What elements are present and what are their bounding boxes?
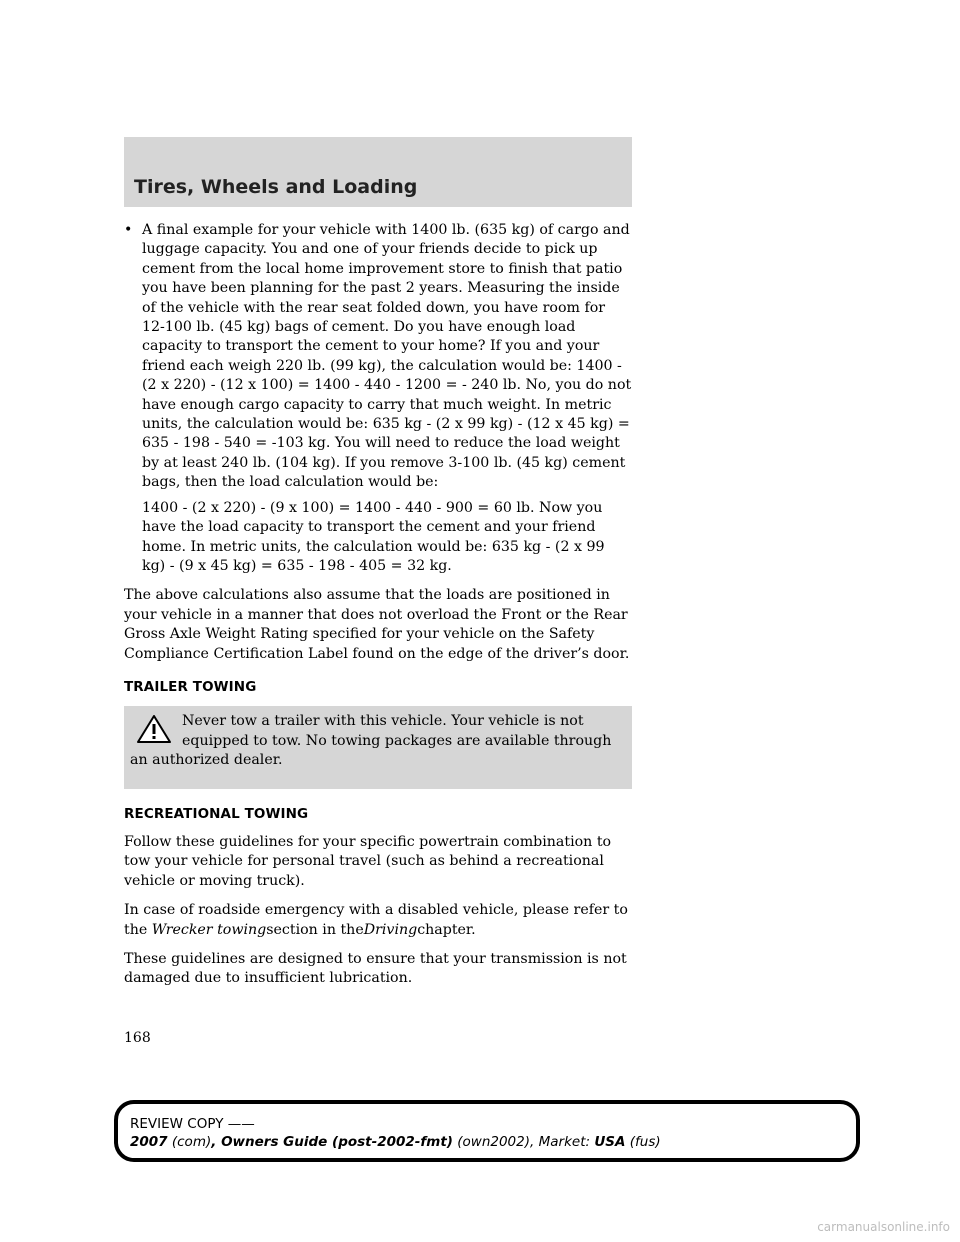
section-title: Tires, Wheels and Loading: [134, 176, 418, 198]
section-header-band: [124, 137, 632, 207]
warning-text: Never tow a trailer with this vehicle. Your vehicle is not equipped to tow. No towing packages are available through an authorized dealer.: [130, 713, 612, 769]
review-copy-label: REVIEW COPY ——: [130, 1116, 255, 1132]
wrecker-towing-reference: Wrecker towing: [151, 921, 267, 938]
review-fus: (fus): [625, 1134, 661, 1150]
calculation-paragraph: 1400 - (2 x 220) - (9 x 100) = 1400 - 440 - 900 = 60 lb. Now you have the load capacity to transport the cement and your friend home. In metric units, the calculation would be: 635 kg - (2 x 99 kg) - (9 x 45 kg) = 635 - 198 - 405 = 32 kg.: [142, 499, 605, 574]
review-market-label: , Market:: [530, 1134, 595, 1150]
bullet-text: A final example for your vehicle with 1400 lb. (635 kg) of cargo and luggage capacity. You and one of your friends decide to pick up cement from the local home improvement store to finish that patio you have been planning for the past 2 years. Measuring the inside of the vehicle with the rear seat folded down, you have room for 12-100 lb. (45 kg) bags of cement. Do you have enough load capacity to transport the cement to your home? If you and your friend each weigh 220 lb. (99 kg), the calculation would be: 1400 - (2 x 220) - (12 x 100) = 1400 - 440 - 1200 = - 240 lb. No, you do not have enough cargo capacity to carry that much weight. In metric units, the calculation would be: 635 kg - (2 x 99 kg) - (12 x 45 kg) = 635 - 198 - 540 = -103 kg. You will need to reduce the load weight by at least 240 lb. (104 kg). If you remove 3-100 lb. (45 kg) cement bags, then the load calculation would be:: [142, 222, 632, 491]
p2-text-middle: section in the: [266, 921, 364, 938]
warning-box: [124, 706, 632, 788]
footer-watermark-url: carmanualsonline.info: [817, 1220, 950, 1234]
recreational-paragraph-1: Follow these guidelines for your specific powertrain combination to tow your vehicle for personal travel (such as behind a recreational vehicle or moving truck).: [124, 833, 612, 889]
review-year: 2007: [130, 1134, 168, 1150]
p2-text-after: chapter.: [417, 921, 476, 938]
assumption-paragraph: The above calculations also assume that the loads are positioned in your vehicle in a manner that does not overload the Front or the Rear Gross Axle Weight Rating specified for your vehicle on the Safety Compliance Certification Label found on the edge of the driver’s door.: [124, 587, 630, 662]
review-com: (com): [167, 1134, 212, 1150]
warning-triangle-icon: [136, 714, 172, 744]
recreational-towing-heading: RECREATIONAL TOWING: [124, 805, 309, 822]
driving-chapter-reference: Driving: [363, 921, 418, 938]
recreational-paragraph-2: [124, 901, 632, 940]
page-number: 168: [124, 1030, 151, 1046]
p2-text-before: In case of roadside emergency with a disabled vehicle, please refer to the: [124, 902, 628, 938]
bullet-mark: •: [124, 222, 133, 238]
review-copy-box: [114, 1100, 860, 1162]
review-market: USA: [594, 1134, 626, 1150]
review-guide: , Owners Guide (post-2002-fmt): [211, 1134, 453, 1150]
review-copy-details: [130, 1134, 661, 1150]
recreational-paragraph-3: These guidelines are designed to ensure that your transmission is not damaged due to insufficient lubrication.: [124, 951, 627, 987]
bullet-item: [124, 221, 632, 493]
review-code: (own2002): [452, 1134, 531, 1150]
trailer-towing-heading: TRAILER TOWING: [124, 678, 257, 695]
page-content: [124, 221, 632, 999]
